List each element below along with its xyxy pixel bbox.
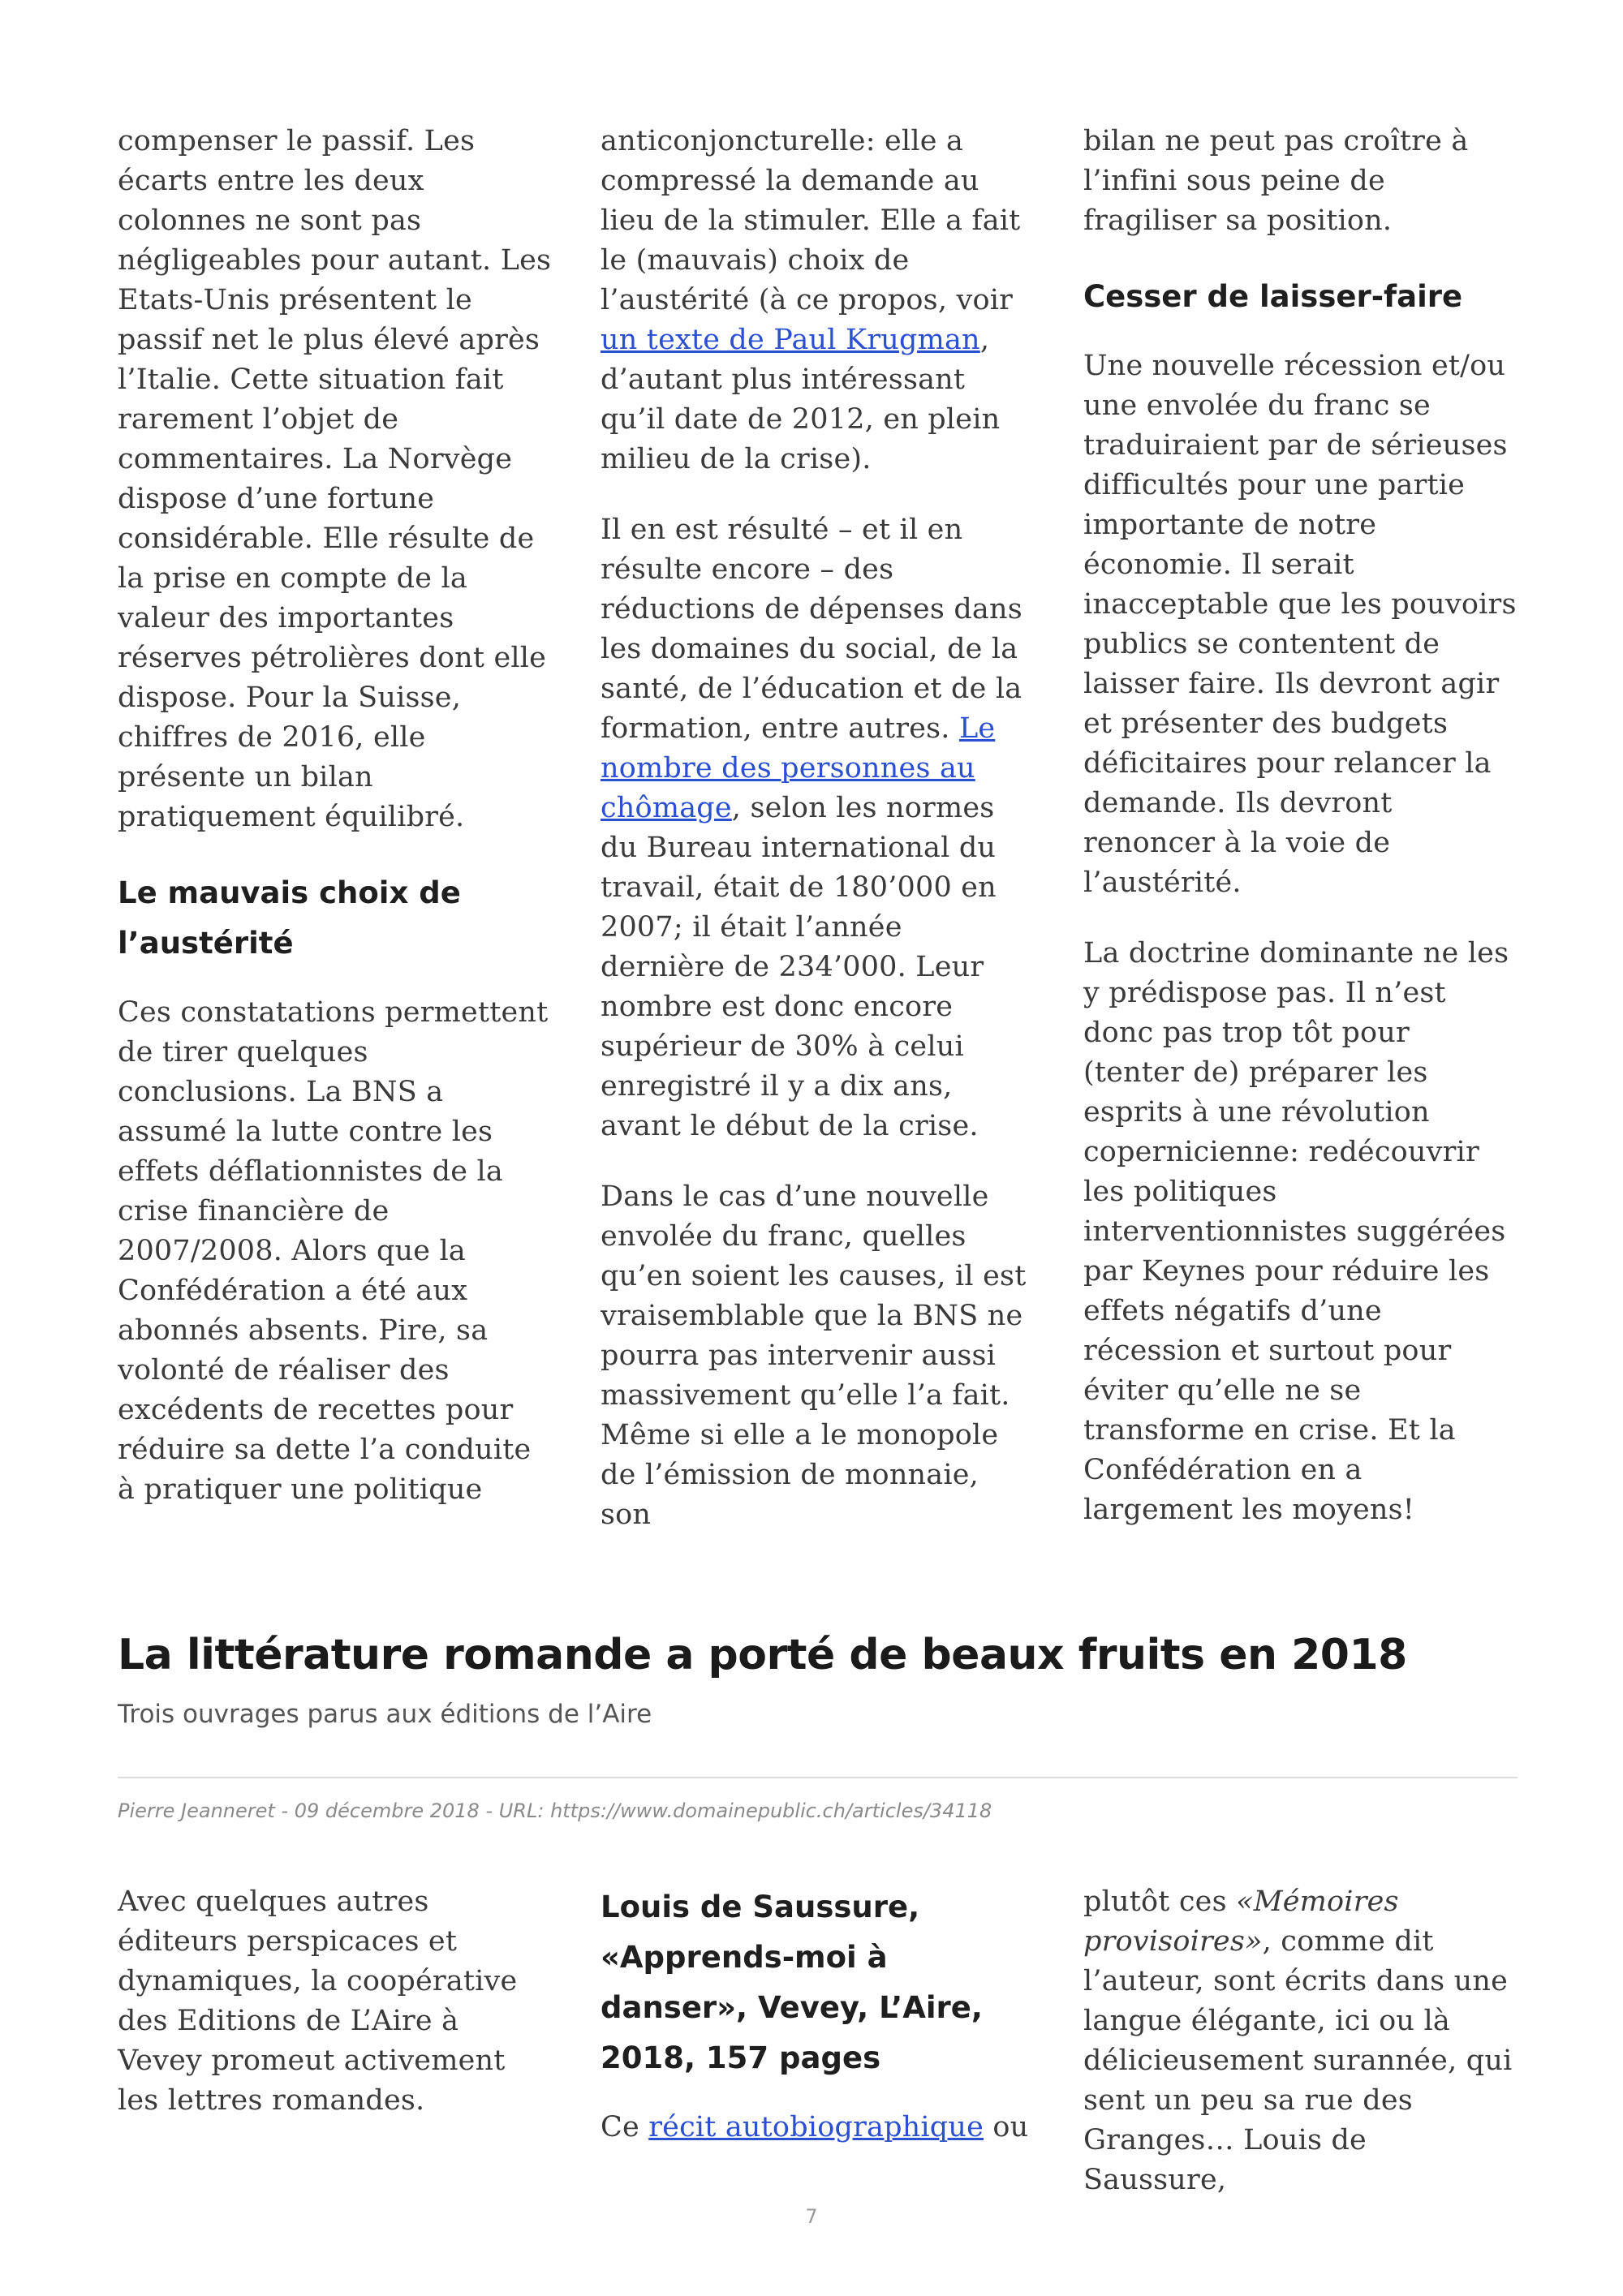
column-1 (118, 122, 552, 1535)
text-run: Ce (601, 2111, 649, 2143)
page-number: 7 (805, 2205, 818, 2228)
text-run: , d’autant plus intéressant qu’il date de 2012, en plein milieu de la crise). (601, 324, 1001, 475)
text-run: Il en est résulté – et il en résulte encore – des réductions de dépenses dans les domaines du social, de la santé, de l’éducation et de la formation, entre autres. (601, 514, 1022, 745)
text-run: plutôt ces (1083, 1885, 1237, 1918)
paragraph: compenser le passif. Les écarts entre les deux colonnes ne sont pas négligeables pour autant. Les Etats-Unis présentent le passif net le plus élevé après l’Italie. Cette situation fait rarement l’objet de commentaires. La Norvège dispose d’une fortune considérable. Elle résulte de la prise en compte de la valeur des importantes réserves pétrolières dont elle dispose. Pour la Suisse, chiffres de 2016, elle présente un bilan pratiquement équilibré. (118, 125, 552, 833)
section-heading: Cesser de laisser-faire (1083, 279, 1463, 314)
paragraph (601, 122, 1035, 479)
heading-line: Le mauvais choix de (118, 875, 461, 910)
paragraph: Une nouvelle récession et/ou une envolée du franc se traduiraient par de sérieuses difficultés pour une partie importante de notre économie. Il serait inacceptable que les pouvoirs publics se contentent de laisser faire. Ils devront agir et présenter des budgets déficitaires pour relancer la demande. Ils devront renoncer à la voie de l’austérité. (1083, 350, 1517, 899)
book-heading: Louis de Saussure, «Apprends-moi à danser», Vevey, L’Aire, 2018, 157 pages (601, 1890, 983, 2075)
paragraph (1083, 1882, 1518, 2200)
article-continuation-columns (118, 122, 1518, 1535)
unemployment-link[interactable]: Le nombre des personnes au chômage (601, 712, 996, 824)
heading-line: l’austérité (118, 926, 294, 961)
text-run: , selon les normes du Bureau international du travail, était de 180’000 en 2007; il était l’année dernière de 234’000. Leur nombre est donc encore supérieur de 30% à celui enregistré il y a dix ans, avant le début de la crise. (601, 792, 997, 1142)
divider (118, 1777, 1518, 1778)
paragraph (601, 510, 1035, 1146)
article-subtitle: Trois ouvrages parus aux éditions de l’Aire (118, 1700, 652, 1729)
paragraph: Ces constatations permettent de tirer quelques conclusions. La BNS a assumé la lutte contre les effets déflationnistes de la crise financière de 2007/2008. Alors que la Confédération a été aux abonnés absents. Pire, sa volonté de réaliser des excédents de recettes pour réduire sa dette l’a conduite à pratiquer une politique (118, 996, 549, 1506)
column-2 (601, 1882, 1035, 2200)
emphasis-text: «Mémoires provisoires» (1083, 1885, 1399, 1958)
paragraph: Dans le cas d’une nouvelle envolée du franc, quelles qu’en soient les causes, il est vraisemblable que la BNS ne pourra pas intervenir aussi massivement qu’elle l’a fait. Même si elle a le monopole de l’émission de monnaie, son (601, 1180, 1027, 1531)
paragraph (601, 2108, 1035, 2148)
paragraph: Avec quelques autres éditeurs perspicaces et dynamiques, la coopérative des Editions de L’Aire à Vevey promeut activement les lettres romandes. (118, 1885, 518, 2117)
column-3 (1083, 1882, 1518, 2200)
article-meta: Pierre Jeanneret - 09 décembre 2018 - URL: https://www.domainepublic.ch/articles/34118 (118, 1799, 992, 1822)
article-title: La littérature romande a porté de beaux fruits en 2018 (118, 1631, 1407, 1679)
paragraph: La doctrine dominante ne les y prédispose pas. Il n’est donc pas trop tôt pour (tenter de) préparer les esprits à une révolution copernicienne: redécouvrir les politiques interventionnistes suggérées par Keynes pour réduire les effets négatifs d’une récession et surtout pour éviter qu’elle ne se transforme en crise. Et la Confédération en a largement les moyens! (1083, 937, 1509, 1526)
column-1 (118, 1882, 552, 2200)
article-columns (118, 1882, 1518, 2200)
column-3 (1083, 122, 1518, 1535)
text-run: , comme dit l’auteur, sont écrits dans une langue élégante, ici ou là délicieusement surannée, qui sent un peu sa rue des Granges… Louis de Saussure, (1083, 1925, 1513, 2196)
text-run: anticonjoncturelle: elle a compressé la demande au lieu de la stimuler. Elle a fait le (mauvais) choix de l’austérité (à ce propos, voir (601, 125, 1021, 316)
krugman-link[interactable]: un texte de Paul Krugman (601, 324, 980, 356)
autobiography-link[interactable]: récit autobiographique (648, 2111, 984, 2143)
section-heading (118, 868, 552, 969)
text-run: ou (984, 2111, 1029, 2143)
column-2 (601, 122, 1035, 1535)
paragraph: bilan ne peut pas croître à l’infini sous peine de fragiliser sa position. (1083, 125, 1469, 237)
